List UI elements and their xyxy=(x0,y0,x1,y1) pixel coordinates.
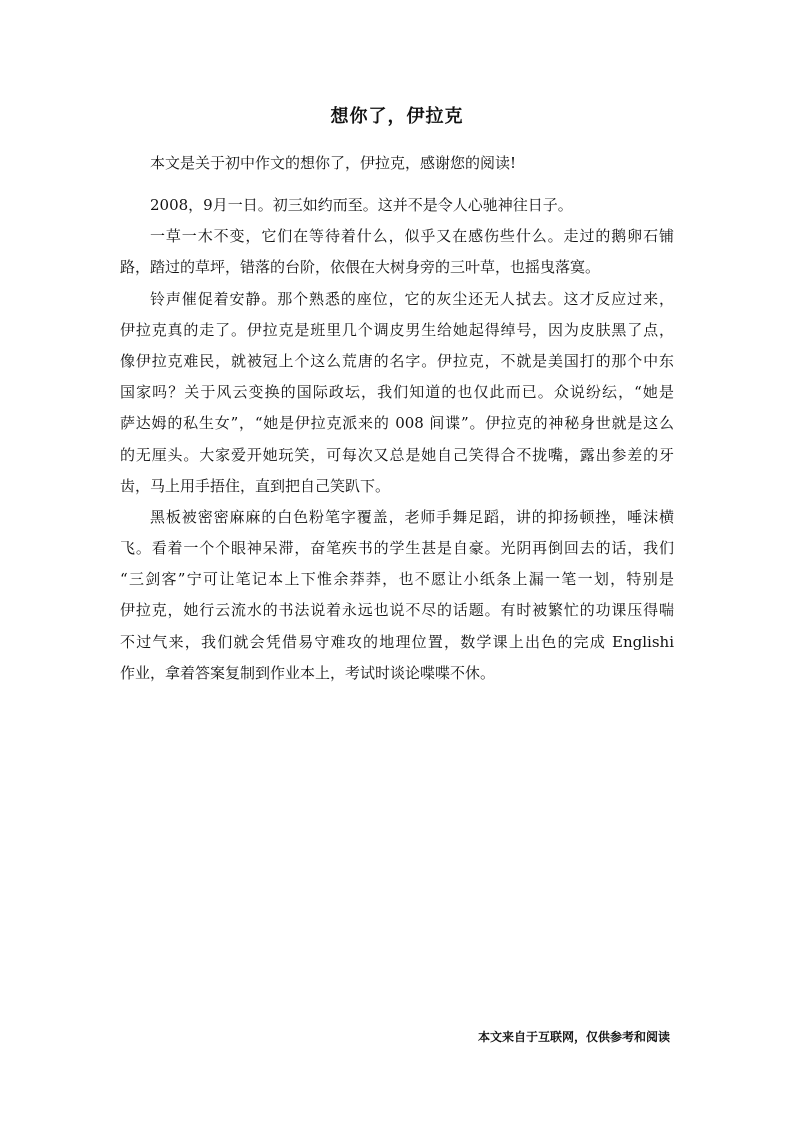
paragraph-4-line: 不过气来，我们就会凭借易守难攻的地理位置，数学课上出色的完成 Englishi xyxy=(120,632,674,651)
paragraph-4-line: 作业，拿着答案复制到作业本上，考试时谈论喋喋不休。 xyxy=(120,663,496,682)
paragraph-3-line: 像伊拉克难民，就被冠上个这么荒唐的名字。伊拉克，不就是美国打的那个中东 xyxy=(120,351,674,370)
paragraph-4-line: “三剑客”宁可让笔记本上下惟余莽莽，也不愿让小纸条上漏一笔一划，特别是 xyxy=(120,570,674,589)
intro-paragraph: 本文是关于初中作文的想你了，伊拉克，感谢您的阅读! xyxy=(150,154,517,172)
article-body xyxy=(120,190,674,689)
paragraph-3-line: 萨达姆的私生女”，“她是伊拉克派来的 008 间谍”。伊拉克的神秘身世就是这么 xyxy=(120,414,674,433)
paragraph-3-line: 铃声催促着安静。那个熟悉的座位，它的灰尘还无人拭去。这才反应过来， xyxy=(150,289,674,308)
paragraph-2-line: 一草一木不变，它们在等待着什么，似乎又在感伤些什么。走过的鹅卵石铺 xyxy=(150,227,674,246)
paragraph-4-line: 黑板被密密麻麻的白色粉笔字覆盖，老师手舞足蹈，讲的抑扬顿挫，唾沫横 xyxy=(150,507,674,526)
paragraph-4-line: 飞。看着一个个眼神呆滞，奋笔疾书的学生甚是自豪。光阴再倒回去的话，我们 xyxy=(120,539,674,558)
paragraph-1-line: 2008，9月一日。初三如约而至。这并不是令人心驰神往日子。 xyxy=(150,196,573,214)
paragraph-3-line: 伊拉克真的走了。伊拉克是班里几个调皮男生给她起得绰号，因为皮肤黑了点， xyxy=(120,320,674,339)
paragraph-4-line: 伊拉克，她行云流水的书法说着永远也说不尽的话题。有时被繁忙的功课压得喘 xyxy=(120,601,674,620)
paragraph-3-line: 的无厘头。大家爱开她玩笑，可每次又总是她自己笑得合不拢嘴，露出参差的牙 xyxy=(120,445,674,464)
footer-note: 本文来自于互联网，仅供参考和阅读 xyxy=(477,1030,670,1044)
paragraph-3-line: 齿，马上用手捂住，直到把自己笑趴下。 xyxy=(120,476,391,495)
paragraph-2-line: 路，踏过的草坪，错落的台阶，依偎在大树身旁的三叶草，也摇曳落寞。 xyxy=(120,258,601,277)
page-title: 想你了，伊拉克 xyxy=(330,106,464,127)
paragraph-3-line: 国家吗？关于风云变换的国际政坛，我们知道的也仅此而已。众说纷纭，“她是 xyxy=(120,383,674,402)
